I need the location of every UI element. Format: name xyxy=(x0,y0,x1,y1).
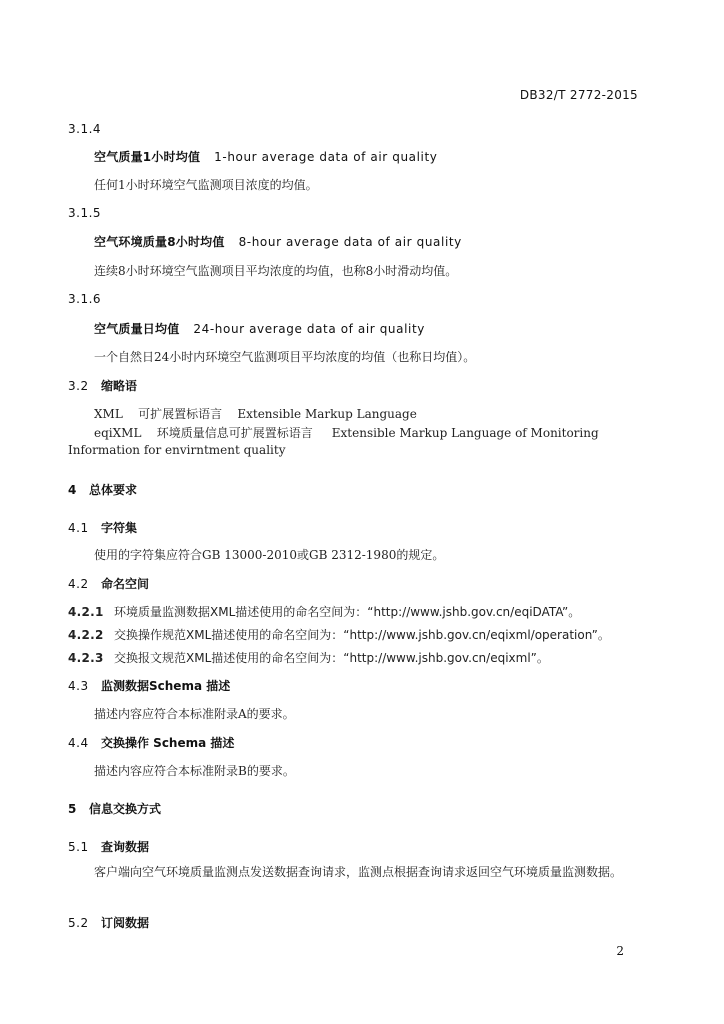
abbr-english-continuation: Information for envirntment quality xyxy=(68,443,286,457)
item-text: 交换操作规范XML描述使用的命名空间为：“http://www.jshb.gov.cn/eqixml/operation”。 xyxy=(114,628,610,642)
section-heading xyxy=(68,914,149,931)
section-heading xyxy=(68,377,137,394)
abbr-english: Extensible Markup Language of Monitoring xyxy=(331,426,599,440)
item-number: 4.2.3 xyxy=(68,651,104,665)
abbr-chinese: 可扩展置标语言 xyxy=(138,407,223,421)
section-heading xyxy=(68,519,137,536)
clause-number: 3.1.6 xyxy=(68,292,102,306)
term-chinese: 空气质量1小时均值 xyxy=(94,150,201,164)
term-entry xyxy=(94,233,462,250)
chapter-number: 4 xyxy=(68,483,77,497)
chapter-heading xyxy=(68,481,137,498)
section-heading xyxy=(68,838,149,855)
term-entry xyxy=(94,148,437,165)
term-chinese: 空气环境质量8小时均值 xyxy=(94,235,225,249)
section-number: 5.1 xyxy=(68,840,89,854)
item-number: 4.2.2 xyxy=(68,628,104,642)
term-entry xyxy=(94,320,425,337)
item-text: 交换报文规范XML描述使用的命名空间为：“http://www.jshb.gov.cn/eqixml”。 xyxy=(114,651,549,665)
term-english: 24-hour average data of air quality xyxy=(193,322,425,336)
section-body: 客户端向空气环境质量监测点发送数据查询请求，监测点根据查询请求返回空气环境质量监测数据。 xyxy=(94,865,623,879)
section-heading xyxy=(68,734,234,751)
section-body: 描述内容应符合本标准附录A的要求。 xyxy=(94,707,295,721)
namespace-item xyxy=(68,603,580,620)
section-title: 字符集 xyxy=(101,521,138,535)
abbr-code: eqiXML xyxy=(94,426,142,440)
chapter-heading xyxy=(68,800,161,817)
chapter-title: 信息交换方式 xyxy=(89,802,162,816)
section-heading xyxy=(68,677,230,694)
abbreviation-row xyxy=(94,424,599,441)
section-title: 缩略语 xyxy=(101,379,138,393)
page-number: 2 xyxy=(616,944,624,958)
abbr-english: Extensible Markup Language xyxy=(237,407,417,421)
item-number: 4.2.1 xyxy=(68,605,104,619)
section-title: 交换操作 Schema 描述 xyxy=(101,736,235,750)
term-definition: 连续8小时环境空气监测项目平均浓度的均值，也称8小时滑动均值。 xyxy=(94,264,458,278)
term-definition: 一个自然日24小时内环境空气监测项目平均浓度的均值（也称日均值）。 xyxy=(94,350,476,364)
section-heading xyxy=(68,575,149,592)
section-number: 4.3 xyxy=(68,679,89,693)
section-body: 使用的字符集应符合GB 13000-2010或GB 2312-1980的规定。 xyxy=(94,548,445,562)
abbreviation-row xyxy=(94,405,417,422)
section-body: 描述内容应符合本标准附录B的要求。 xyxy=(94,764,295,778)
clause-number: 3.1.5 xyxy=(68,206,102,220)
section-title: 订阅数据 xyxy=(101,916,150,930)
term-definition: 任何1小时环境空气监测项目浓度的均值。 xyxy=(94,178,318,192)
term-english: 8-hour average data of air quality xyxy=(238,235,462,249)
section-number: 5.2 xyxy=(68,916,89,930)
document-id-header: DB32/T 2772-2015 xyxy=(519,88,638,102)
section-title: 查询数据 xyxy=(101,840,150,854)
term-english: 1-hour average data of air quality xyxy=(214,150,438,164)
abbr-code: XML xyxy=(94,407,123,421)
section-number: 4.2 xyxy=(68,577,89,591)
section-number: 4.4 xyxy=(68,736,89,750)
section-title: 监测数据Schema 描述 xyxy=(101,679,231,693)
clause-number: 3.1.4 xyxy=(68,122,102,136)
section-number: 3.2 xyxy=(68,379,89,393)
chapter-number: 5 xyxy=(68,802,77,816)
item-text: 环境质量监测数据XML描述使用的命名空间为：“http://www.jshb.gov.cn/eqiDATA”。 xyxy=(114,605,581,619)
section-title: 命名空间 xyxy=(101,577,150,591)
chapter-title: 总体要求 xyxy=(89,483,138,497)
namespace-item xyxy=(68,649,549,666)
abbr-chinese: 环境质量信息可扩展置标语言 xyxy=(156,426,313,440)
section-number: 4.1 xyxy=(68,521,89,535)
term-chinese: 空气质量日均值 xyxy=(94,322,180,336)
namespace-item xyxy=(68,626,610,643)
